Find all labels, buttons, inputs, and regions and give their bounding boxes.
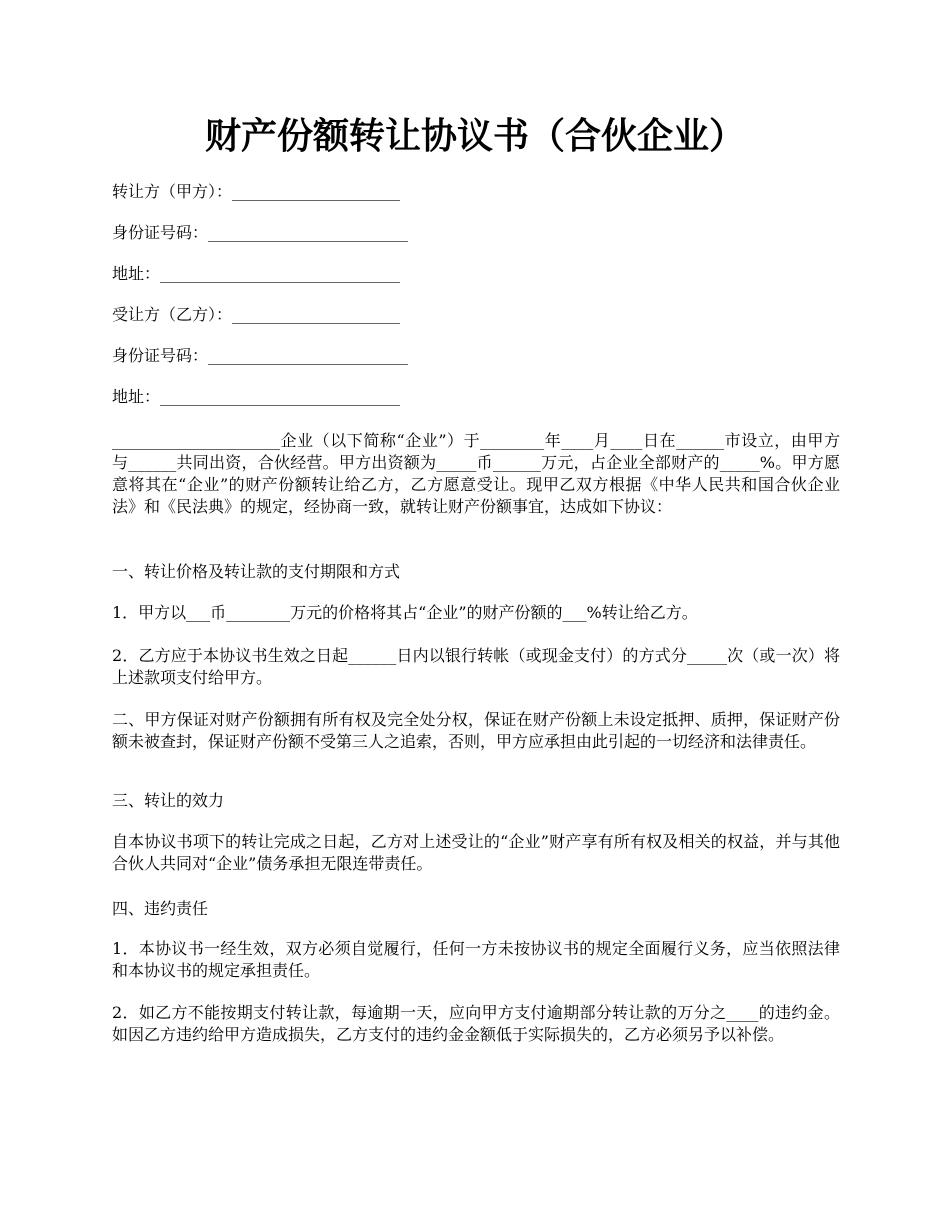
intro-paragraph: _____________________企业（以下简称“企业”）于________年____月____日在______市设立，由甲方与______共同出资，合伙经营。甲方出资额为_____币______万元，占企业全部财产的_____%。甲方愿意将其在“企业”的财产份额转让给乙方，乙方愿意受让。现甲乙双方根据《中华人民共和国合伙企业法》和《民法典》的规定，经协商一致，就转让财产份额事宜，达成如下协议： xyxy=(112,431,840,516)
section1-clause1: 1．甲方以___币________万元的价格将其占“企业”的财产份额的___%转让给乙方。 xyxy=(112,603,698,622)
transferee-address-field: 地址：______________________________ xyxy=(112,387,401,406)
section3-heading: 三、转让的效力 xyxy=(112,791,225,810)
section2-paragraph: 二、甲方保证对财产份额拥有所有权及完全处分权，保证在财产份额上未设定抵押、质押，保证财产份额未被查封，保证财产份额不受第三人之追索，否则，甲方应承担由此引起的一切经济和法律责任。 xyxy=(112,710,840,751)
transferee-field: 受让方（乙方）：_____________________ xyxy=(112,305,401,324)
transferor-id-field: 身份证号码：_________________________ xyxy=(112,223,409,242)
section1-heading: 一、转让价格及转让款的支付期限和方式 xyxy=(112,562,401,581)
transferor-field: 转让方（甲方）：_____________________ xyxy=(112,182,401,201)
section4-clause1: 1．本协议书一经生效，双方必须自觉履行，任何一方未按协议书的规定全面履行义务，应当依照法律和本协议书的规定承担责任。 xyxy=(112,939,840,980)
section4-clause2: 2．如乙方不能按期支付转让款，每逾期一天，应向甲方支付逾期部分转让款的万分之____的违约金。如因乙方违约给甲方造成损失，乙方支付的违约金金额低于实际损失的，乙方必须另予以补偿。 xyxy=(112,1003,840,1044)
transferor-address-field: 地址：______________________________ xyxy=(112,264,401,283)
document-title: 财产份额转让协议书（合伙企业） xyxy=(204,115,745,157)
section3-paragraph: 自本协议书项下的转让完成之日起，乙方对上述受让的“企业”财产享有所有权及相关的权益，并与其他合伙人共同对“企业”债务承担无限连带责任。 xyxy=(112,832,840,873)
transferee-id-field: 身份证号码：_________________________ xyxy=(112,346,409,365)
section1-clause2: 2．乙方应于本协议书生效之日起______日内以银行转帐（或现金支付）的方式分_____次（或一次）将上述款项支付给甲方。 xyxy=(112,646,840,687)
section4-heading: 四、违约责任 xyxy=(112,899,209,918)
